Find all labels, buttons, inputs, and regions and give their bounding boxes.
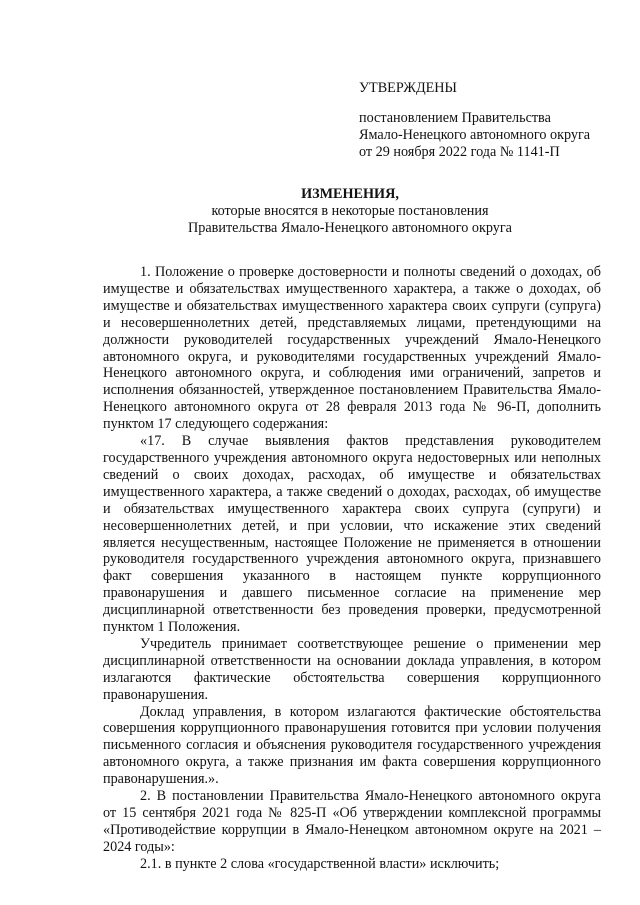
approval-stamp (359, 80, 619, 161)
approval-line: от 29 ноября 2022 года № 1141-П (359, 144, 560, 160)
body-paragraph: «17. В случае выявления фактов представления руководителем государственного учреждения автономного округа недостоверных или неполных сведений о своих доходах, расходах, об имуществе и обязательствах имущественного характера, а также сведений о доходах, расходах, об имуществе и обязательствах имущественного характера своих супруга (супруги) и несовершеннолетних детей, и при условии, что искажение этих сведений является несущественным, настоящее Положение не применяется в отношении руководителя государственного учреждения автономного округа, признавшего факт совершения указанного в настоящем пункте коррупционного правонарушения и давшего письменное согласие на применение мер дисциплинарной ответственности без проведения проверки, предусмотренной пунктом 1 Положения. (103, 433, 601, 636)
body-paragraph: 1. Положение о проверке достоверности и полноты сведений о доходах, об имуществе и обязательствах имущественного характера, а также о доходах, об имуществе и обязательствах имущественного характера своих супруги (супруга) и несовершеннолетних детей, представляемых лицами, претендующими на должности руководителей государственных учреждений Ямало-Ненецкого автономного округа, и руководителями государственных учреждений Ямало-Ненецкого автономного округа, и соблюдения ими ограничений, запретов и исполнения обязанностей, утвержденное постановлением Правительства Ямало-Ненецкого автономного округа от 28 февраля 2013 года № 96-П, дополнить пунктом 17 следующего содержания: (103, 264, 601, 433)
body-paragraph: Доклад управления, в котором излагаются фактические обстоятельства совершения коррупционного правонарушения готовится при условии получения письменного согласия и объяснения руководителя государственного учреждения автономного округа, а также признания им факта совершения коррупционного правонарушения.». (103, 703, 601, 788)
document-title (100, 186, 600, 237)
title-main: ИЗМЕНЕНИЯ, (301, 186, 399, 202)
document-body (103, 264, 601, 873)
body-paragraph: Учредитель принимает соответствующее решение о применении мер дисциплинарной ответственности на основании доклада управления, в котором излагаются фактические обстоятельства совершения коррупционного правонарушения. (103, 635, 601, 703)
title-subtitle: которые вносятся в некоторые постановления (211, 203, 489, 219)
approval-line: Ямало-Ненецкого автономного округа (359, 127, 591, 143)
approval-line: постановлением Правительства (359, 110, 551, 126)
body-paragraph: 2. В постановлении Правительства Ямало-Ненецкого автономного округа от 15 сентября 2021 года № 825-П «Об утверждении комплексной программы «Противодействие коррупции в Ямало-Ненецком автономном округе на 2021 – 2024 годы»: (103, 788, 601, 855)
body-paragraph: 2.1. в пункте 2 слова «государственной власти» исключить; (140, 855, 500, 872)
title-subtitle: Правительства Ямало-Ненецкого автономного округа (188, 220, 512, 236)
approval-heading: УТВЕРЖДЕНЫ (359, 80, 457, 96)
